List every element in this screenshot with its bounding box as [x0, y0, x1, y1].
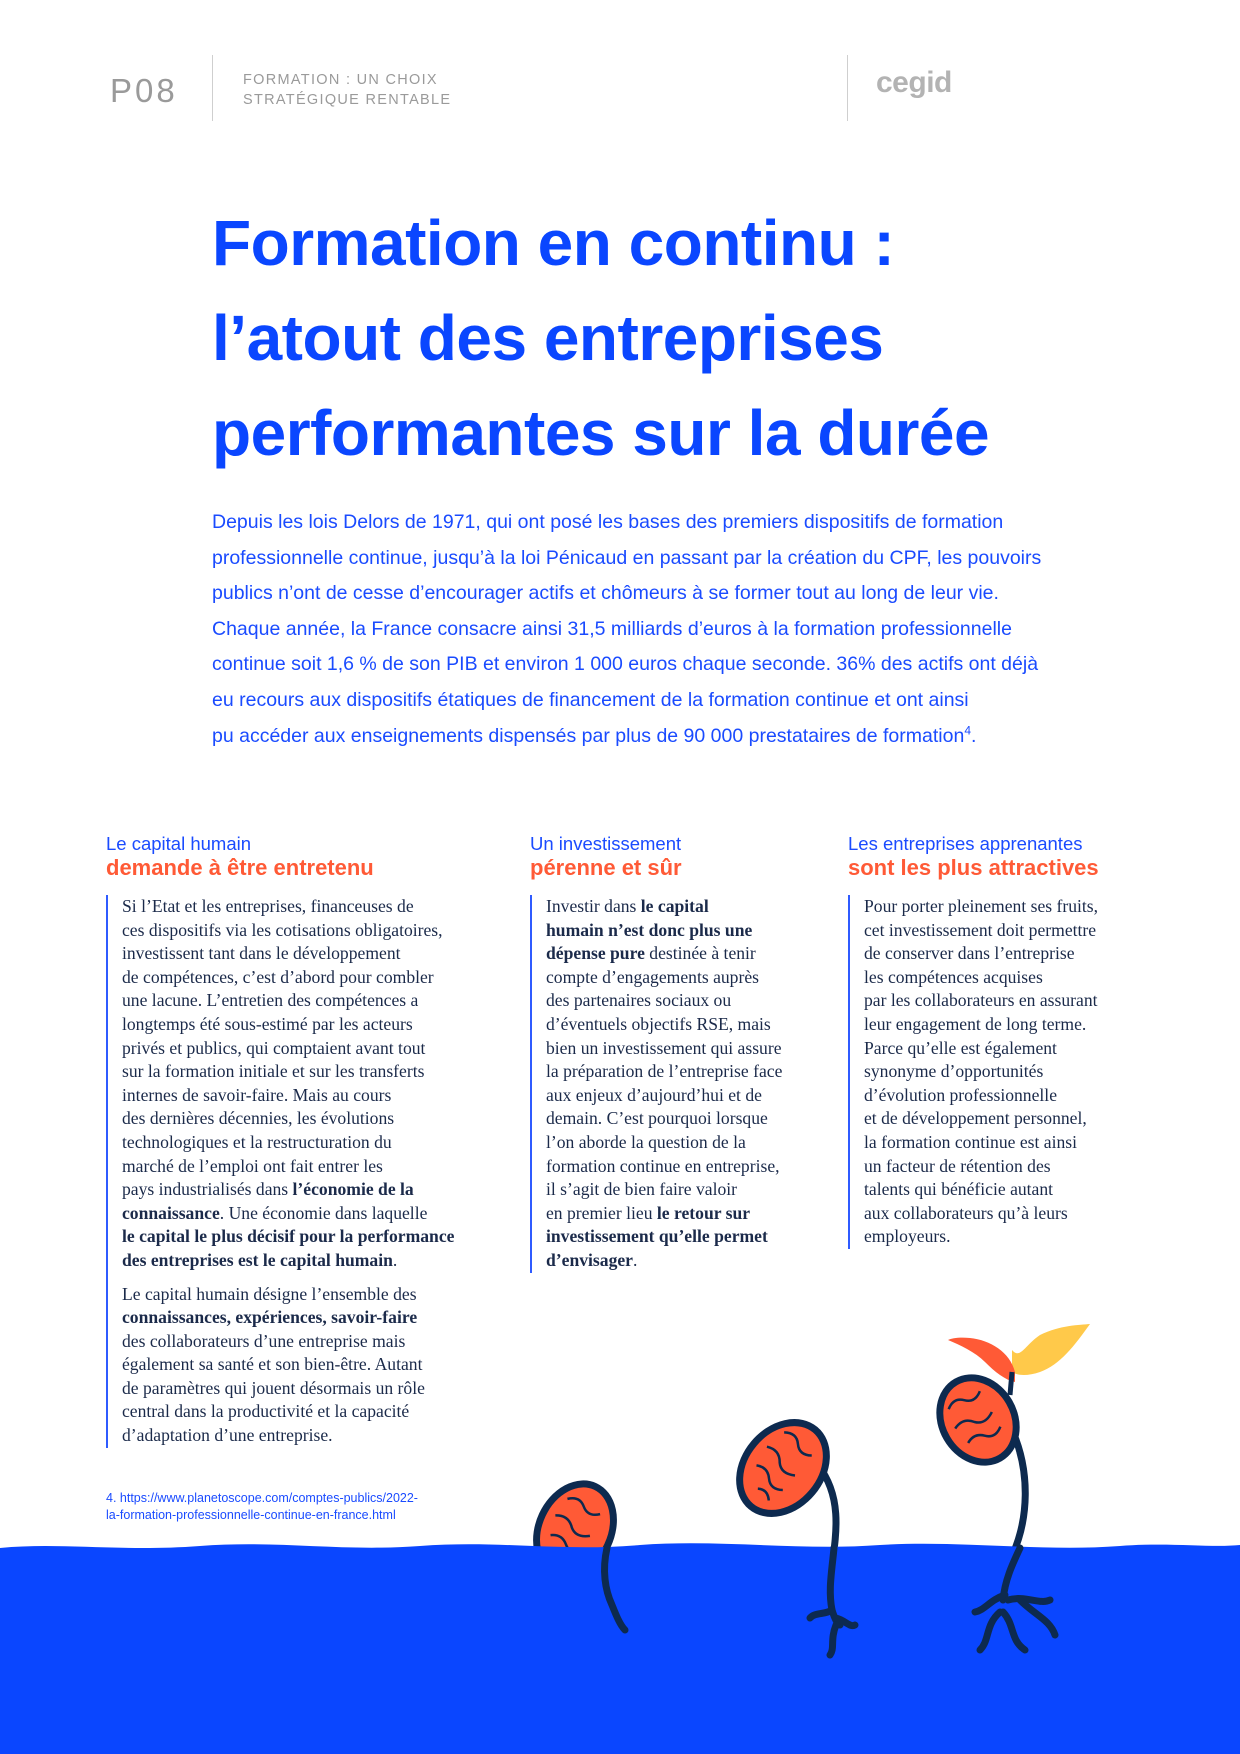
bold-text: des entreprises est le capital humain — [122, 1249, 393, 1270]
bold-text: le capital le plus décisif pour la performance — [122, 1226, 455, 1247]
text-line — [122, 1178, 454, 1202]
header-divider — [847, 55, 848, 121]
text-line — [864, 1202, 1099, 1226]
text-line — [864, 1178, 1099, 1202]
text-line — [546, 942, 782, 966]
text-segment: et de développement personnel, — [864, 1108, 1087, 1129]
text-segment: leur engagement de long terme. — [864, 1013, 1087, 1034]
text-line — [546, 1202, 782, 1226]
text-segment: une lacune. L’entretien des compétences a — [122, 990, 419, 1011]
bold-text: le capital — [640, 896, 709, 916]
text-segment: sur la formation initiale et sur les transferts — [122, 1061, 425, 1082]
text-segment: des collaborateurs d’une entreprise mais — [122, 1330, 406, 1351]
text-line — [122, 1107, 454, 1131]
text-segment: Le capital humain désigne l’ensemble des — [122, 1283, 417, 1304]
column-body — [530, 895, 782, 1273]
text-segment: Parce qu’elle est également — [864, 1037, 1057, 1058]
text-segment: la formation continue est ainsi — [864, 1131, 1078, 1152]
column-body — [848, 895, 1099, 1249]
text-line — [864, 942, 1099, 966]
bold-text: l’économie de la — [292, 1179, 414, 1200]
text-line — [864, 1037, 1099, 1061]
intro-line: publics n’ont de cesse d’encourager actifs et chômeurs à se former tout au long de leur vie. — [212, 582, 999, 605]
intro-end: . — [971, 724, 977, 747]
text-segment: demain. C’est pourquoi lorsque — [546, 1108, 768, 1129]
column-heading: Les entreprises apprenantes — [848, 833, 1083, 854]
text-segment: d’éventuels objectifs RSE, mais — [546, 1013, 771, 1034]
text-line — [864, 1060, 1099, 1084]
brain-icon — [925, 1364, 1031, 1476]
text-line — [546, 1037, 782, 1061]
text-line — [122, 895, 454, 919]
text-segment: des dernières décennies, les évolutions — [122, 1108, 395, 1129]
text-segment: également sa santé et son bien-être. Autant — [122, 1354, 423, 1375]
text-line — [122, 1249, 454, 1273]
intro-line: eu recours aux dispositifs étatiques de financement de la formation continue et ont ainsi — [212, 688, 969, 711]
yellow-leaf-icon — [1012, 1324, 1090, 1375]
blue-water-band — [0, 1543, 1240, 1754]
section-title-line: FORMATION : UN CHOIX — [243, 72, 438, 88]
bold-text: humain n’est donc plus une — [546, 919, 753, 940]
text-line — [864, 1155, 1099, 1179]
text-line — [122, 1013, 454, 1037]
text-line — [864, 966, 1099, 990]
text-segment: . — [392, 1249, 398, 1270]
text-segment: l’on aborde la question de la — [546, 1131, 746, 1152]
column-heading: Un investissement — [530, 833, 682, 854]
footnote-line[interactable]: la-formation-professionnelle-continue-en-france.html — [106, 1508, 396, 1522]
text-line — [546, 1225, 782, 1249]
footnote-line[interactable]: 4. https://www.planetoscope.com/comptes-publics/2022- — [106, 1491, 418, 1505]
title-line: performantes sur la durée — [212, 397, 990, 469]
intro-line: continue soit 1,6 % de son PIB et environ 1 000 euros chaque seconde. 36% des actifs ont déjà — [212, 653, 1039, 676]
text-segment: longtemps été sous-estimé par les acteurs — [122, 1013, 413, 1034]
text-line — [122, 1225, 454, 1249]
leaf-stem — [1010, 1372, 1012, 1395]
text-segment: Si l’Etat et les entreprises, financeuses de — [122, 896, 414, 916]
footnote-reference[interactable]: 4 — [964, 723, 971, 738]
text-line — [546, 1178, 782, 1202]
text-line — [864, 1131, 1099, 1155]
text-line — [122, 919, 454, 943]
intro-line — [212, 719, 1041, 755]
text-segment: il s’agit de bien faire valoir — [546, 1179, 738, 1200]
text-segment: aux collaborateurs qu’à leurs — [864, 1202, 1068, 1223]
text-line — [864, 1107, 1099, 1131]
text-segment: technologiques et la restructuration du — [122, 1131, 392, 1152]
text-segment: Investir dans — [546, 896, 641, 916]
intro-line: Depuis les lois Delors de 1971, qui ont posé les bases des premiers dispositifs de formation — [212, 511, 1004, 533]
bold-text: connaissances, expériences, savoir-faire — [122, 1307, 418, 1328]
bold-text: dépense pure — [546, 943, 645, 964]
text-segment: par les collaborateurs en assurant — [864, 990, 1098, 1011]
text-segment: . — [632, 1249, 638, 1270]
orange-leaf-icon — [948, 1338, 1015, 1382]
column-heading: Le capital humain — [106, 833, 252, 854]
text-line — [122, 1155, 454, 1179]
text-line — [546, 1107, 782, 1131]
text-segment: d’adaptation d’une entreprise. — [122, 1425, 333, 1446]
text-segment: formation continue en entreprise, — [546, 1155, 780, 1176]
text-line — [546, 1131, 782, 1155]
section-title-line: STRATÉGIQUE RENTABLE — [243, 92, 452, 108]
text-segment: un facteur de rétention des — [864, 1155, 1051, 1176]
text-line — [864, 1225, 1099, 1249]
text-line — [122, 989, 454, 1013]
intro-line: Chaque année, la France consacre ainsi 31,5 milliards d’euros à la formation professionnelle — [212, 617, 1012, 640]
intro-line: professionnelle continue, jusqu’à la loi Pénicaud en passant par la création du CPF, les pouvoirs — [212, 546, 1042, 569]
column-subheading: demande à être entretenu — [106, 855, 374, 880]
text-line — [122, 1084, 454, 1108]
section-title — [243, 70, 451, 110]
text-line — [122, 1202, 454, 1226]
text-segment: central dans la productivité et la capacité — [122, 1401, 410, 1422]
column-entreprises-apprenantes — [848, 833, 1099, 1249]
text-segment: aux enjeux d’aujourd’hui et de — [546, 1084, 762, 1105]
text-line — [546, 989, 782, 1013]
text-segment: investissent tant dans le développement — [122, 943, 401, 964]
page-title — [212, 196, 989, 481]
bold-text: d’envisager — [546, 1249, 633, 1270]
text-line — [864, 1013, 1099, 1037]
bold-text: le retour sur — [656, 1202, 751, 1223]
text-line — [546, 1155, 782, 1179]
text-segment: talents qui bénéficie autant — [864, 1179, 1054, 1200]
title-line: Formation en continu : — [212, 207, 895, 279]
text-segment: ces dispositifs via les cotisations obligatoires, — [122, 919, 443, 940]
text-line — [122, 942, 454, 966]
page-number: P08 — [110, 72, 178, 109]
text-line — [122, 1037, 454, 1061]
column-subheading: pérenne et sûr — [530, 855, 682, 880]
text-line — [546, 1249, 782, 1273]
text-segment: destinée à tenir — [644, 943, 756, 964]
text-segment: bien un investissement qui assure — [546, 1037, 782, 1058]
text-segment: en premier lieu — [546, 1202, 657, 1223]
text-line — [864, 919, 1099, 943]
text-line — [864, 1084, 1099, 1108]
text-segment: de conserver dans l’entreprise — [864, 943, 1075, 964]
text-segment: compte d’engagements auprès — [546, 966, 759, 987]
text-line — [122, 1131, 454, 1155]
intro-line-text: pu accéder aux enseignements dispensés par plus de 90 000 prestataires de formation — [212, 724, 965, 747]
text-line — [546, 966, 782, 990]
text-segment: les compétences acquises — [864, 966, 1043, 987]
text-segment: de paramètres qui jouent désormais un rôle — [122, 1377, 425, 1398]
text-segment: employeurs. — [864, 1226, 951, 1247]
text-line — [122, 1060, 454, 1084]
sprouting-brains-illustration — [0, 1300, 1240, 1754]
column-investissement — [530, 833, 782, 1273]
column-paragraph — [122, 895, 454, 1273]
bold-text: connaissance — [122, 1202, 220, 1223]
text-segment: synonyme d’opportunités — [864, 1061, 1044, 1082]
text-segment: privés et publics, qui comptaient avant tout — [122, 1037, 426, 1058]
text-segment: Pour porter pleinement ses fruits, — [864, 896, 1099, 916]
text-segment: marché de l’emploi ont fait entrer les — [122, 1155, 383, 1176]
text-segment: d’évolution professionnelle — [864, 1084, 1057, 1105]
text-line — [546, 1060, 782, 1084]
text-line — [546, 1084, 782, 1108]
column-paragraph — [546, 895, 782, 1273]
text-segment: la préparation de l’entreprise face — [546, 1061, 783, 1082]
brain-icon — [722, 1405, 844, 1530]
text-line — [546, 919, 782, 943]
title-line: l’atout des entreprises — [212, 302, 884, 374]
text-line — [546, 895, 782, 919]
column-paragraph — [864, 895, 1099, 1249]
text-segment: pays industrialisés dans — [122, 1179, 293, 1200]
text-line — [122, 966, 454, 990]
text-segment: . Une économie dans laquelle — [219, 1202, 428, 1223]
text-line — [864, 895, 1099, 919]
text-segment: cet investissement doit permettre — [864, 919, 1097, 940]
intro-paragraph — [212, 505, 1041, 754]
bold-text: investissement qu’elle permet — [546, 1226, 768, 1247]
header-divider — [212, 55, 213, 121]
text-segment: de compétences, c’est d’abord pour combler — [122, 966, 434, 987]
text-segment: des partenaires sociaux ou — [546, 990, 732, 1011]
text-line — [546, 1013, 782, 1037]
text-segment: internes de savoir-faire. Mais au cours — [122, 1084, 392, 1105]
column-subheading: sont les plus attractives — [848, 855, 1099, 880]
text-line — [864, 989, 1099, 1013]
cegid-logo: cegid — [876, 66, 952, 99]
